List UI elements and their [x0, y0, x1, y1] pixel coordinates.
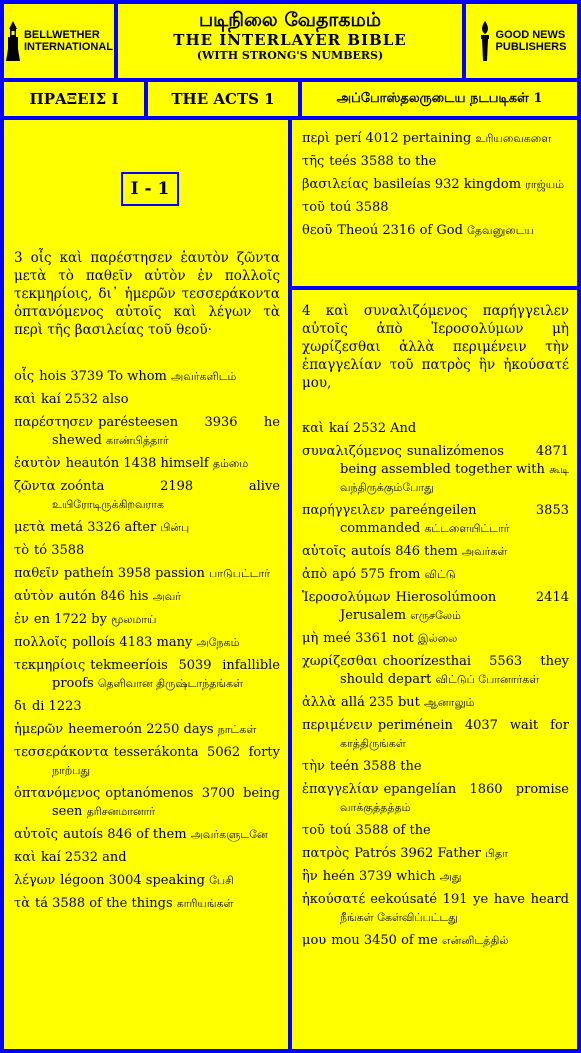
greek-word: αὐτὸν: [14, 589, 54, 604]
greek-word: δι: [14, 699, 27, 714]
right-bottom-word-list: [302, 420, 569, 955]
word-entry: [302, 589, 569, 625]
greek-word: τὴν: [302, 759, 325, 774]
greek-word: ἡμερῶν: [14, 722, 64, 737]
word-entry: [302, 845, 569, 863]
tamil-gloss: இல்லை: [417, 632, 458, 645]
word-entry: [302, 176, 569, 194]
word-entry: [14, 698, 280, 716]
word-entry: [302, 694, 569, 712]
greek-word: μου: [302, 933, 327, 948]
greek-word: τὸ: [14, 543, 30, 558]
word-entry: [14, 849, 280, 867]
greek-word: περὶ: [302, 131, 331, 146]
logo-right-line1: GOOD NEWS: [495, 29, 566, 41]
tamil-gloss: தம்மை: [212, 457, 249, 470]
word-entry: [302, 781, 569, 817]
tamil-gloss: என்னிடத்தில்: [442, 934, 509, 947]
transliteration-gloss: autón 846 his: [58, 589, 149, 604]
tamil-gloss: மூலமாய்: [111, 613, 157, 626]
word-entry: [14, 519, 280, 537]
tamil-gloss: நாற்பது: [52, 764, 91, 777]
word-entry: [14, 391, 280, 409]
transliteration-gloss: metá 3326 after: [50, 520, 157, 535]
greek-word: καὶ: [14, 850, 37, 865]
greek-word: τῆς: [302, 154, 325, 169]
word-entry: [14, 588, 280, 606]
tamil-gloss: ஆனாலும்: [424, 696, 475, 709]
logo-left-line1: BELLWETHER: [23, 29, 100, 41]
tamil-gloss: பாடுபட்டார்: [209, 567, 270, 580]
word-entry: [302, 932, 569, 950]
book-greek-label: ΠΡΑΞΕΙΣ Ι: [29, 90, 119, 108]
word-entry: [302, 443, 569, 497]
transliteration-gloss: kaí 2532 also: [41, 392, 129, 407]
book-tamil-label: அப்போஸ்தலருடைய நடபடிகள் 1: [336, 91, 543, 106]
transliteration-gloss: parésteesen 3936 he shewed: [52, 415, 280, 448]
greek-word: ἠκούσατέ: [302, 892, 366, 907]
book-english-header: [148, 82, 298, 116]
word-entry: [302, 758, 569, 776]
transliteration-gloss: tekmeeríois 5039 infallible proofs: [52, 658, 280, 691]
transliteration-gloss: heautón 1438 himself: [65, 456, 209, 471]
word-entry: [14, 565, 280, 583]
tamil-gloss: காத்திருங்கள்: [340, 737, 406, 750]
greek-word: θεοῦ: [302, 223, 333, 238]
greek-word: Ἱεροσολύμων: [302, 590, 391, 605]
greek-word: λέγων: [14, 873, 56, 888]
transliteration-gloss: kaí 2532 And: [329, 421, 417, 436]
transliteration-gloss: allá 235 but: [341, 695, 420, 710]
greek-word: χωρίζεσθαι: [302, 654, 378, 669]
word-entry: [14, 721, 280, 739]
word-entry: [14, 542, 280, 560]
word-entry: [14, 785, 280, 821]
word-entry: [14, 455, 280, 473]
word-entry: [14, 368, 280, 386]
tamil-gloss: பேசி: [209, 874, 234, 887]
greek-word: ἐπαγγελίαν: [302, 782, 379, 797]
greek-word: βασιλείας: [302, 177, 369, 192]
book-english-label: THE ACTS 1: [171, 90, 275, 108]
word-entry: [302, 222, 569, 240]
left-word-list: [14, 368, 280, 918]
left-column: [4, 120, 288, 1049]
right-bottom-column: [292, 290, 577, 1049]
transliteration-gloss: di 1223: [31, 699, 82, 714]
verse-4-greek: 4 καὶ συναλιζόμενος παρήγγειλεν αὐτοῖς ἀπὸ Ἱεροσολύμων μὴ χωρίζεσθαι ἀλλὰ περιμένειν τὴν ἐπαγγελίαν τοῦ πατρὸς ἣν ἠκούσατέ μου,: [302, 303, 569, 391]
word-entry: [302, 130, 569, 148]
book-tamil-header: [302, 82, 577, 116]
greek-word: ὀπτανόμενος: [14, 786, 101, 801]
tamil-gloss: அவர்களிடம்: [171, 370, 237, 383]
word-entry: [14, 414, 280, 450]
word-entry: [302, 566, 569, 584]
greek-word: πατρὸς: [302, 846, 350, 861]
transliteration-gloss: meé 3361 not: [323, 631, 414, 646]
greek-word: τοῦ: [302, 200, 325, 215]
tamil-gloss: உரியவைகளை: [475, 132, 552, 145]
greek-word: περιμένειν: [302, 718, 373, 733]
transliteration-gloss: Hierosolúmoon 2414 Jerusalem: [340, 590, 569, 623]
greek-word: ἀπὸ: [302, 567, 328, 582]
tamil-gloss: கூடி வந்திருக்கும்போது: [340, 463, 570, 494]
word-entry: [302, 891, 569, 927]
word-entry: [14, 657, 280, 693]
word-entry: [302, 153, 569, 171]
word-entry: [302, 502, 569, 538]
word-entry: [302, 420, 569, 438]
title-tamil: படிநிலை வேதாகமம்: [198, 9, 382, 31]
greek-word: αὐτοῖς: [302, 544, 347, 559]
word-entry: [14, 478, 280, 514]
greek-word: τὰ: [14, 896, 30, 911]
greek-word: τοῦ: [302, 823, 325, 838]
book-greek-header: [4, 82, 144, 116]
transliteration-gloss: perí 4012 pertaining: [335, 131, 472, 146]
greek-word: ἑαυτὸν: [14, 456, 61, 471]
greek-word: μετὰ: [14, 520, 46, 535]
transliteration-gloss: tó 3588: [34, 543, 85, 558]
greek-word: παρήγγειλεν: [302, 503, 386, 518]
word-entry: [302, 717, 569, 753]
word-entry: [302, 199, 569, 217]
transliteration-gloss: basileías 932 kingdom: [373, 177, 522, 192]
tamil-gloss: நாட்கள்: [217, 723, 257, 736]
transliteration-gloss: mou 3450 of me: [331, 933, 438, 948]
tamil-gloss: அவர்கள்: [461, 545, 508, 558]
greek-word: πολλοῖς: [14, 635, 68, 650]
transliteration-gloss: légoon 3004 speaking: [60, 873, 205, 888]
chapter-label: I - 1: [121, 172, 179, 206]
tamil-gloss: விட்டுப் போனார்கள்: [435, 673, 540, 686]
word-entry: [14, 744, 280, 780]
greek-word: ζῶντα: [14, 479, 56, 494]
transliteration-gloss: polloís 4183 many: [72, 635, 193, 650]
tamil-gloss: அவர்களுடனே: [190, 828, 268, 841]
transliteration-gloss: sunalizómenos 4871 being assembled together with: [340, 444, 569, 477]
title-subtitle: (WITH STRONG'S NUMBERS): [196, 49, 384, 62]
transliteration-gloss: pareéngeilen 3853 commanded: [340, 503, 569, 536]
word-entry: [14, 634, 280, 652]
tamil-gloss: நீங்கள் கேள்விப்பட்டது: [340, 911, 458, 924]
torch-icon: [477, 19, 493, 63]
title-main: THE INTERLAYER BIBLE: [173, 31, 407, 49]
logo-right: [466, 4, 577, 78]
word-entry: [302, 543, 569, 561]
transliteration-gloss: patheín 3958 passion: [63, 566, 205, 581]
tamil-gloss: தேவனுடைய: [467, 224, 534, 237]
tamil-gloss: தரிசனமானார்: [86, 805, 156, 818]
word-entry: [302, 653, 569, 689]
word-entry: [14, 826, 280, 844]
tamil-gloss: விட்டு: [424, 568, 456, 581]
greek-word: καὶ: [302, 421, 325, 436]
transliteration-gloss: tá 3588 of the things: [34, 896, 173, 911]
transliteration-gloss: tesserákonta 5062 forty: [113, 745, 280, 760]
word-entry: [302, 822, 569, 840]
tamil-gloss: அவர்: [152, 590, 182, 603]
transliteration-gloss: zoónta 2198 alive: [60, 479, 280, 494]
logo-right-line2: PUBLISHERS: [495, 41, 567, 53]
greek-word: μὴ: [302, 631, 319, 646]
tamil-gloss: அநேகம்: [196, 636, 240, 649]
transliteration-gloss: eekoúsaté 191 ye have heard: [370, 892, 569, 907]
title-block: [118, 4, 462, 78]
tamil-gloss: பின்பு: [160, 521, 190, 534]
word-entry: [14, 895, 280, 913]
tamil-gloss: அது: [439, 870, 462, 883]
word-entry: [14, 611, 280, 629]
right-top-word-list: [302, 130, 569, 245]
transliteration-gloss: autoís 846 them: [351, 544, 458, 559]
greek-word: αὐτοῖς: [14, 827, 59, 842]
transliteration-gloss: epangelían 1860 promise: [383, 782, 569, 797]
bell-tower-icon: [5, 19, 21, 63]
greek-word: παρέστησεν: [14, 415, 94, 430]
greek-word: συναλιζόμενος: [302, 444, 402, 459]
transliteration-gloss: optanómenos 3700 being seen: [52, 786, 280, 819]
greek-word: τεκμηρίοις: [14, 658, 86, 673]
greek-word: οἷς: [14, 369, 35, 384]
tamil-gloss: கட்டளையிட்டார்: [424, 522, 510, 535]
transliteration-gloss: heén 3739 which: [322, 869, 436, 884]
tamil-gloss: காரியங்கள்: [176, 897, 234, 910]
tamil-gloss: பிதா: [485, 847, 508, 860]
greek-word: ἀλλὰ: [302, 695, 337, 710]
transliteration-gloss: periménein 4037 wait for: [377, 718, 569, 733]
transliteration-gloss: autoís 846 of them: [63, 827, 187, 842]
tamil-gloss: உயிரோடிருக்கிறவராக: [52, 498, 164, 511]
greek-word: ἐν: [14, 612, 29, 627]
tamil-gloss: வாக்குத்தத்தம்: [340, 801, 411, 814]
logo-left-line2: INTERNATIONAL: [23, 41, 113, 53]
greek-word: τεσσεράκοντα: [14, 745, 109, 760]
greek-word: καὶ: [14, 392, 37, 407]
tamil-gloss: காண்பித்தார்: [106, 434, 169, 447]
logo-left: [4, 4, 114, 78]
transliteration-gloss: apó 575 from: [332, 567, 421, 582]
tamil-gloss: தெளிவான திருஷ்டாந்தங்கள்: [97, 677, 243, 690]
transliteration-gloss: hois 3739 To whom: [39, 369, 167, 384]
transliteration-gloss: Theoú 2316 of God: [337, 223, 463, 238]
transliteration-gloss: teés 3588 to the: [329, 154, 437, 169]
word-entry: [302, 630, 569, 648]
transliteration-gloss: heemeroón 2250 days: [68, 722, 214, 737]
right-top-column: [292, 120, 577, 286]
word-entry: [302, 868, 569, 886]
transliteration-gloss: en 1722 by: [33, 612, 107, 627]
transliteration-gloss: kaí 2532 and: [41, 850, 127, 865]
tamil-gloss: எருசலேம்: [410, 609, 461, 622]
greek-word: ἣν: [302, 869, 318, 884]
greek-word: παθεῖν: [14, 566, 59, 581]
transliteration-gloss: Patrós 3962 Father: [354, 846, 481, 861]
transliteration-gloss: toú 3588 of the: [329, 823, 431, 838]
verse-3-greek: 3 οἷς καὶ παρέστησεν ἑαυτὸν ζῶντα μετὰ τὸ παθεῖν αὐτὸν ἐν πολλοῖς τεκμηρίοις, δι᾽ ἡμερῶν τεσσεράκοντα ὀπτανόμενος αὐτοῖς καὶ λέγων τὰ περὶ τῆς βασιλείας τοῦ θεοῦ·: [14, 250, 280, 338]
transliteration-gloss: toú 3588: [329, 200, 389, 215]
tamil-gloss: ராஜ்யம்: [525, 178, 565, 191]
transliteration-gloss: choorízesthai 5563 they should depart: [340, 654, 569, 687]
word-entry: [14, 872, 280, 890]
transliteration-gloss: teén 3588 the: [329, 759, 422, 774]
